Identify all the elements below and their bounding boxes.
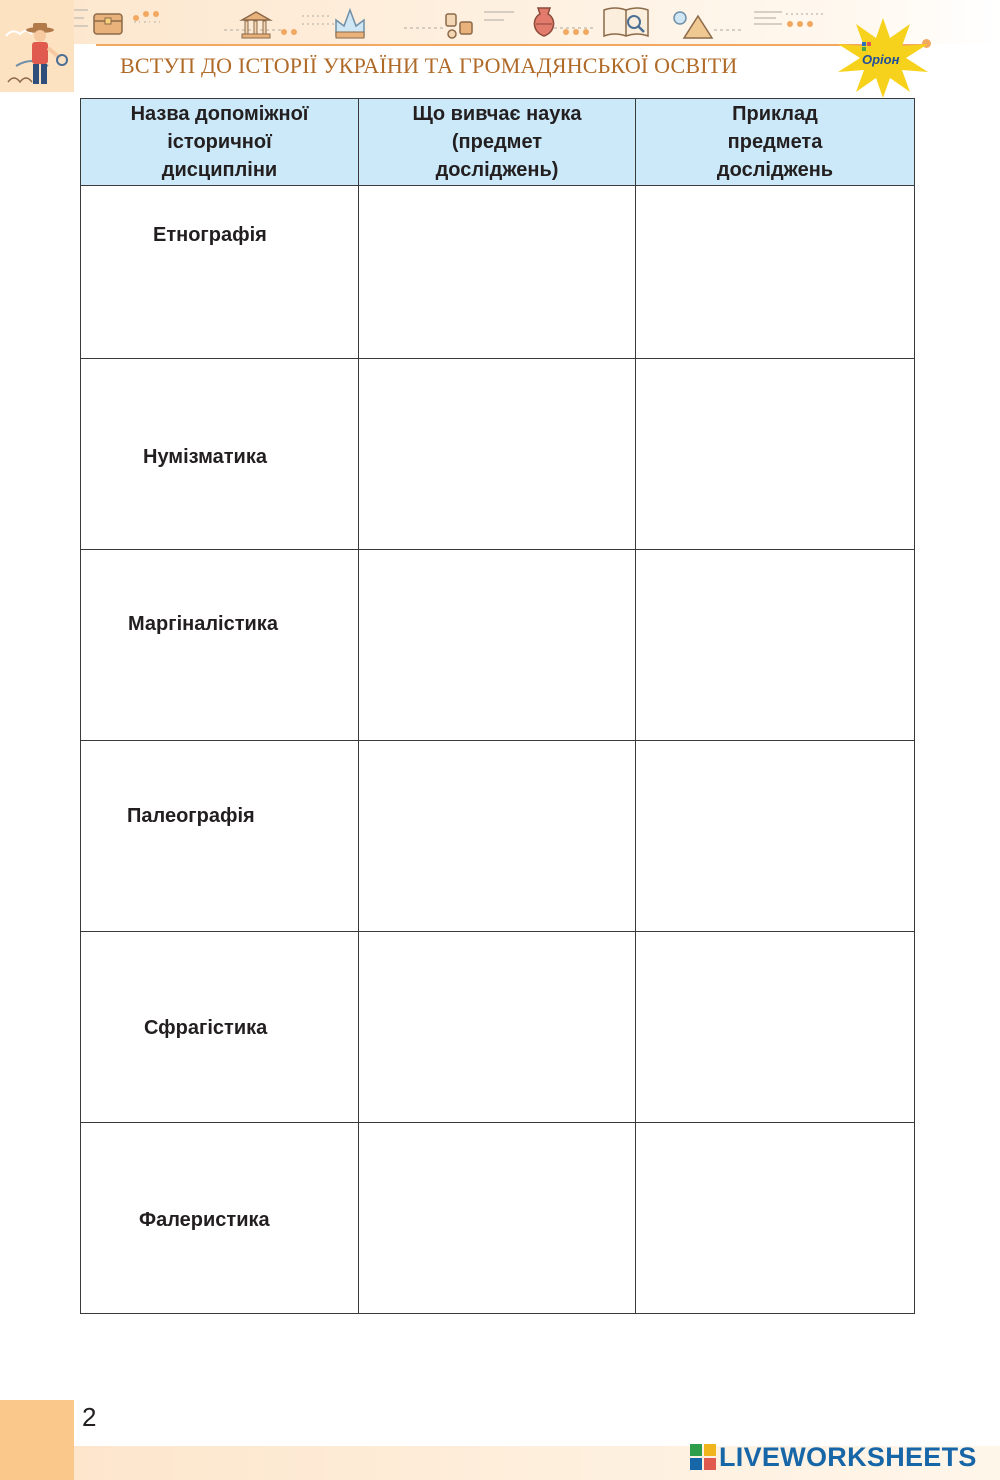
liveworksheets-blocks-icon	[690, 1444, 716, 1470]
table-row	[81, 186, 915, 359]
crown-icon	[336, 10, 364, 38]
subject-answer-cell[interactable]	[359, 1123, 636, 1314]
discipline-label: Сфрагістика	[144, 1017, 268, 1039]
example-answer-cell[interactable]	[636, 186, 915, 359]
discipline-cell	[81, 1123, 359, 1314]
column-header-example: Приклад предмета досліджень	[636, 99, 915, 186]
discipline-label: Фалеристика	[139, 1209, 270, 1231]
temple-icon	[242, 12, 270, 38]
chest-icon	[94, 14, 122, 34]
subject-answer-cell[interactable]	[359, 550, 636, 741]
discipline-cell	[81, 186, 359, 359]
history-icons-strip	[74, 0, 854, 44]
column-header-subject: Що вивчає наука (предмет досліджень)	[359, 99, 636, 186]
example-answer-cell[interactable]	[636, 932, 915, 1123]
subject-answer-cell[interactable]	[359, 359, 636, 550]
discipline-cell	[81, 932, 359, 1123]
discipline-label: Нумізматика	[143, 446, 267, 468]
disciplines-table	[80, 98, 915, 1314]
table-row	[81, 550, 915, 741]
subject-answer-cell[interactable]	[359, 932, 636, 1123]
vase-icon	[534, 8, 553, 36]
table-row	[81, 932, 915, 1123]
page-title: ВСТУП ДО ІСТОРІЇ УКРАЇНИ ТА ГРОМАДЯНСЬКОЇ ОСВІТИ	[120, 53, 738, 78]
pyramid-icon	[674, 12, 712, 38]
discipline-cell	[81, 550, 359, 741]
publisher-badge: Оріон	[862, 52, 900, 67]
column-header-discipline: Назва допоміжної історичної дисципліни	[81, 99, 359, 186]
subject-answer-cell[interactable]	[359, 741, 636, 932]
header-rule	[96, 44, 928, 46]
discipline-cell	[81, 359, 359, 550]
watermark-text: LIVEWORKSHEETS	[719, 1441, 977, 1472]
liveworksheets-logo	[690, 1438, 977, 1476]
table-row	[81, 1123, 915, 1314]
subject-answer-cell[interactable]	[359, 186, 636, 359]
example-answer-cell[interactable]	[636, 741, 915, 932]
table-header-row	[81, 99, 915, 186]
table-row	[81, 741, 915, 932]
example-answer-cell[interactable]	[636, 1123, 915, 1314]
discipline-label: Етнографія	[153, 224, 267, 246]
explorer-illustration	[2, 22, 72, 90]
discipline-label: Палеографія	[127, 805, 255, 827]
book-icon	[604, 8, 648, 36]
footer-tab	[0, 1400, 74, 1480]
example-answer-cell[interactable]	[636, 359, 915, 550]
table-row	[81, 359, 915, 550]
example-answer-cell[interactable]	[636, 550, 915, 741]
page-number: 2	[82, 1402, 97, 1432]
discipline-label: Маргіналістика	[128, 613, 278, 635]
discipline-cell	[81, 741, 359, 932]
